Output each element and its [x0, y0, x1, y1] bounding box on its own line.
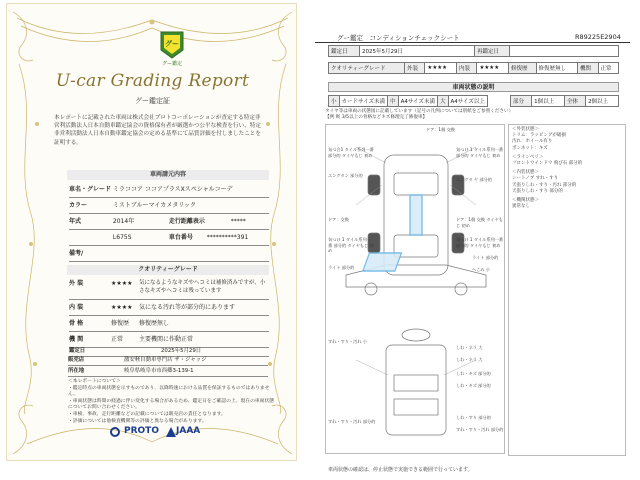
- dealer-row: [68, 355, 268, 366]
- qg-cell: ★★★★: [477, 63, 509, 74]
- field-label: 車名・グレード: [69, 186, 112, 193]
- note-line: ・車検、事故、走行距離などの記載については販売店の責任となります。: [68, 411, 226, 417]
- qg-cell: 外装: [404, 63, 424, 74]
- diagram-tag: ドア：1個 交換 タイヤもじ 初め: [456, 217, 503, 228]
- diagram-tag: すれ・すり・汚れ 部分的: [328, 419, 376, 424]
- mileage-label: 走行距離表示: [168, 218, 205, 225]
- certificate-notes: [68, 379, 276, 425]
- note-line: 天張りしわ・すり 部分的: [512, 188, 563, 194]
- proto-mark-icon: [110, 427, 120, 437]
- address-row: [68, 366, 268, 377]
- field-value: 2014年: [112, 218, 135, 225]
- exterior-grade-row: [69, 277, 269, 300]
- field-value: ミラココア ココアプラスXスペシャルコーデ: [112, 186, 233, 193]
- svg-text:グー: グー: [165, 40, 179, 48]
- size-cell: A4サイズ未満: [398, 96, 437, 107]
- qg-label: クオリティーグレード: [329, 63, 405, 74]
- diagram-tag: 気つけ 1 タイル系列一番 部分的 タイヤもじ 初め: [456, 237, 504, 248]
- size-cell: A4サイズ以上: [448, 96, 487, 107]
- sheet-id: R89225E2904: [575, 33, 621, 41]
- note-line: シートノブ すれ・すり: [512, 176, 559, 182]
- meta-value: 激安軽自動車専門店 ザ・ジャッジ: [124, 357, 207, 363]
- note-line: フロントウインドウ 飛び石 部分的: [512, 161, 583, 167]
- jaaa-mark-icon: [166, 427, 176, 437]
- diagram-tag: ライト 部分的: [328, 265, 355, 270]
- grade-text: 主要機関に作動正常: [139, 336, 194, 343]
- sheet-title: グー鑑定 コンディションチェックシート: [337, 34, 460, 42]
- diagram-tag: すれ・すり・汚れ 部分的: [456, 427, 504, 432]
- grade-label: 外 装: [69, 280, 84, 287]
- diagram-tag: ライト 部分的: [472, 255, 499, 260]
- extent-cell: 1個以上: [532, 96, 565, 107]
- diagram-tag: 気づ合1 タイル系列一番 部分的 タイヤもじ 初め: [328, 147, 374, 158]
- meta-label: 販売店: [68, 357, 85, 363]
- grade-stars: 修復歴: [111, 320, 130, 327]
- frame-grade-row: [69, 316, 269, 332]
- diagram-legend: タイヤ等は車両の状態図に記載しています（記号の凡例については別紙をご参照ください） 【例 吸 3/5以上の骨格などキズ修理完了修復車】: [325, 109, 514, 120]
- note-line: ＜ラインベリ＞: [512, 154, 544, 160]
- qg-cell: 機関: [578, 63, 598, 74]
- meta-label: 鑑定日: [69, 348, 86, 354]
- certificate-intro: 本レポートに記載された車両は株式会社プロトコーポレーションが査定する特定非営利活動法人日本自動車鑑定協会の資格保有者が厳選かつ公平な検査を行い、特定非営利活動法人日本自動車鑑定協会の定める基準にて品質評価を付しましたことを証明する。: [54, 115, 261, 146]
- grade-label: 機 関: [69, 336, 84, 343]
- condition-notes: [512, 127, 624, 210]
- diagram-tag: しわ・ネラ 大: [456, 345, 483, 350]
- meta-value: 岐阜県岐阜市市西郷3-139-1: [124, 368, 194, 374]
- note-line: 異常なし: [512, 204, 530, 210]
- size-cell: 中: [388, 96, 399, 107]
- note-line: ＜内装状態＞: [512, 170, 539, 176]
- qg-cell: 修復歴: [509, 63, 536, 74]
- note-line: ＜外装状態＞: [512, 127, 539, 132]
- interior-grade-row: [69, 300, 269, 316]
- diagram-tag: しわ・すり 部分的: [456, 415, 491, 420]
- logo-caption: グー鑑定: [161, 61, 182, 67]
- note-line: トリム：ラッピングが破損: [512, 133, 566, 139]
- model-code: L675S: [112, 234, 132, 241]
- qg-cell: ★★★★: [425, 63, 457, 74]
- grade-stars: 正常: [111, 336, 124, 343]
- size-cell: 小: [329, 96, 340, 107]
- field-label: カラー: [69, 202, 88, 209]
- proto-logo: PROTO: [124, 426, 159, 436]
- year-row: [69, 214, 269, 230]
- header-rule: [315, 42, 630, 43]
- field-value: ミストブルーマイカメタリック: [112, 202, 196, 209]
- note-line: ・鑑定時点の車両状態を示すものであり、以降時速における品質を保証するものではありません。: [68, 385, 270, 398]
- diagram-tag: エングタ ヤ 部分的: [456, 177, 492, 182]
- diagram-tag: 気つけ 1 タイル系列一番 部分的 タイヤもじ 初め: [456, 147, 504, 158]
- field-label: 年式: [69, 218, 82, 225]
- size-cell: 大: [438, 96, 449, 107]
- quality-grade-table: [328, 62, 619, 74]
- qg-cell: 修復歴無し: [536, 63, 578, 74]
- date-label: 鑑定日: [329, 46, 360, 57]
- vehicle-section-band: 車両請元内容: [67, 170, 269, 180]
- qg-cell: 内装: [456, 63, 476, 74]
- note-line: ＜機関状態＞: [512, 198, 539, 204]
- field-label: 備考/: [69, 250, 84, 257]
- remarks-row: [69, 246, 269, 262]
- size-cell: カードサイズ未満: [339, 96, 388, 107]
- vehicle-state-header: 車両状態の説明: [328, 82, 619, 92]
- date-table: [328, 45, 619, 57]
- grade-label: 内 装: [69, 304, 84, 311]
- size-legend-table: [328, 95, 488, 107]
- diagram-tag: すれ・すり・汚れ 小: [328, 339, 368, 344]
- extent-cell: 全体: [564, 96, 585, 107]
- diagram-tag: しわ・ネラ 大: [456, 357, 483, 362]
- certificate-title: U-car Grading Report: [55, 71, 250, 91]
- recheck-label: 再鑑定日: [475, 46, 510, 57]
- note-line: ・評価については他検査機関等の評価と異なる場合があります。: [68, 418, 207, 424]
- recheck-value: [510, 46, 619, 57]
- extent-legend-table: [510, 95, 619, 107]
- vehicle-condition-diagram: [325, 124, 505, 454]
- note-line: 汚れ：ホイール有り: [512, 139, 553, 145]
- sheet-footer: 車両状態の確認は、停止状態で実施できる範囲で行っています。: [328, 467, 473, 473]
- grade-stars: ★★★★: [111, 304, 133, 311]
- jaaa-logo: JAAA: [176, 426, 201, 436]
- diagram-tag: ドア：交換: [328, 217, 349, 222]
- mileage-value: *****: [230, 218, 246, 225]
- grade-text: 気になる汚れ等が部分的にあります: [139, 304, 236, 311]
- model-row: [69, 230, 269, 246]
- diagram-tag: しわ・キズ 部分的: [456, 371, 491, 376]
- certificate-subtitle: グー鑑定証: [135, 97, 170, 105]
- grade-section-band: クオリティーグレード: [67, 265, 269, 275]
- diagram-tag: ドア：1個 交換: [426, 127, 455, 132]
- dealer-block: [68, 355, 268, 377]
- diagram-tag: 気つけ 1 タイル系列一番 部分的 タイヤもじ 初め: [328, 237, 374, 254]
- chassis-value: **********391: [206, 234, 249, 241]
- note-line: ・車両状態は時間の経過に伴い変化する場合があるため、鑑定日をご確認の上、現在の車両状態についてお問い合わせください。: [68, 398, 275, 411]
- grade-label: 骨 格: [69, 320, 84, 327]
- notes-heading: ＜本レポートについて＞: [68, 379, 121, 384]
- grade-stars: ★★★★: [111, 280, 133, 287]
- goo-kantei-logo-icon: [159, 30, 185, 60]
- date-value: 2025年5月29日: [360, 46, 475, 57]
- meta-value: 2025年5月29日: [161, 348, 202, 354]
- note-line: ボンネット：キズ: [512, 145, 548, 151]
- diagram-tag: ヘこみ 小: [472, 267, 491, 272]
- diagram-tag: エングタン 部分的: [328, 173, 363, 178]
- grade-text: 修復歴無し: [139, 320, 170, 327]
- meta-label: 所在地: [68, 368, 85, 374]
- note-line: 天張りしわ・すり・汚れ 部分的: [512, 182, 577, 188]
- chassis-label: 車台番号: [168, 234, 193, 241]
- diagram-tag: しわ・キズ 部分的: [456, 383, 491, 388]
- extent-cell: 2個以上: [586, 96, 619, 107]
- color-row: [69, 198, 269, 214]
- vehicle-name-row: [69, 182, 269, 198]
- extent-cell: 部分: [511, 96, 532, 107]
- grade-text: 気になるようなキズやヘコミは補修済みですが、小さなキズやヘコミは残っています: [139, 280, 266, 294]
- qg-cell: 正常: [598, 63, 619, 74]
